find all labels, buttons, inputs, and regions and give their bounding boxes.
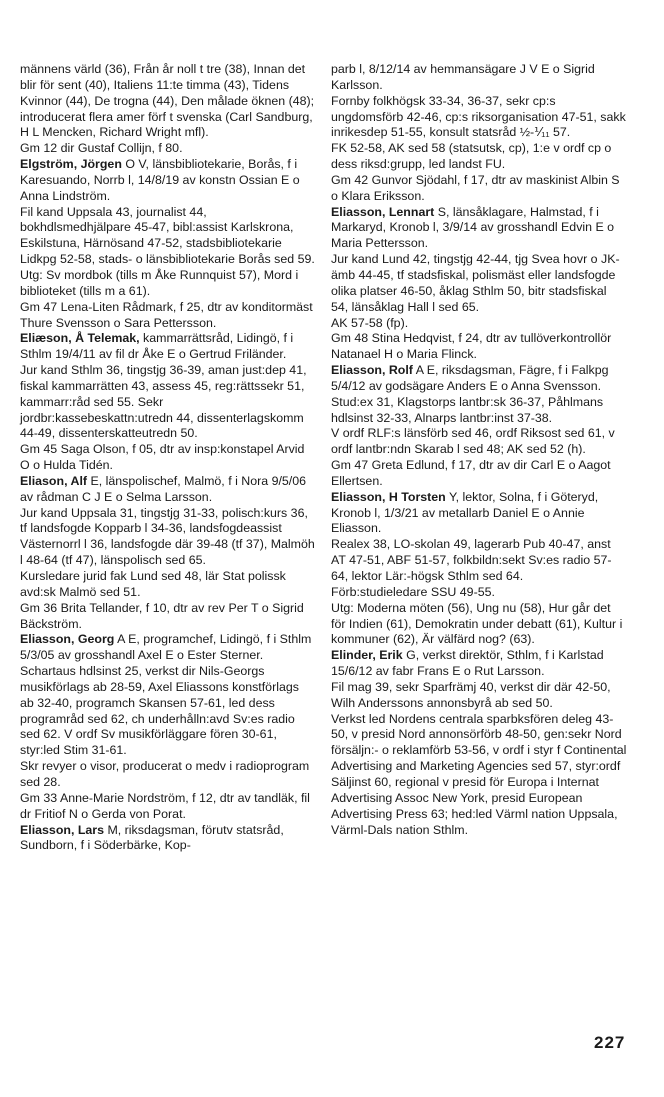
page-number: 227 <box>594 1033 626 1052</box>
entry-text: S, länsåklagare, Halmstad, f i Markaryd, Kronob l, 3/9/14 av grosshandl Edvin E o Maria Pettersson. <box>331 204 615 251</box>
entry-paragraph: Fil kand Uppsala 43, journalist 44, bokhdlsmedhjälpare 45-47, bibl:assist Karlskrona, Eskilstuna, Härnösand 47-52, stadsbibliotekarie Lidkpg 52-58, stads- o länsbibliotekarie Borås sed 59. <box>20 204 315 267</box>
biography-entry <box>20 823 316 855</box>
entry-paragraph <box>20 157 316 205</box>
left-column <box>20 62 316 854</box>
entry-paragraph <box>20 632 316 664</box>
entry-paragraph: Schartaus hdlsinst 25, verkst dir Nils-Georgs musikförlags ab 28-59, Axel Eliassons konstförlags ab 32-40, programch Skansen 57-61, led dess programråd sed 62, ch underhålln:avd Sv:es radio sed 62. V ordf Sv musikförläggare fören 30-61, styr:led Stim 31-61. <box>20 664 299 758</box>
biography-entry <box>331 62 627 205</box>
entry-paragraph: Gm 36 Brita Tellander, f 10, dtr av rev Per T o Sigrid Bäckström. <box>20 600 304 631</box>
entry-paragraph: Kursledare jurid fak Lund sed 48, lär Stat polissk avd:sk Malmö sed 51. <box>20 569 286 599</box>
biography-entry <box>20 632 316 822</box>
entry-paragraph: Gm 47 Greta Edlund, f 17, dtr av dir Carl E o Aagot Ellertsen. <box>331 458 611 488</box>
entry-paragraph: V ordf RLF:s länsförb sed 46, ordf Riksost sed 61, v ordf lantbr:ndn Skarab l sed 48; AK sed 52 (h). <box>331 426 615 457</box>
entry-paragraph: Gm 48 Stina Hedqvist, f 24, dtr av tullöverkontrollör Natanael H o Maria Flinck. <box>331 331 612 362</box>
entry-text: E, länspolischef, Malmö, f i Nora 9/5/06 av rådman C J E o Selma Larsson. <box>20 473 307 504</box>
entry-paragraph <box>20 331 316 363</box>
biography-entry <box>331 363 627 490</box>
entry-headword: Eliasson, Lars <box>20 822 105 837</box>
entry-paragraph: Stud:ex 31, Klagstorps lantbr:sk 36-37, Påhlmans hdlsinst 32-33, Alnarps lantbr:inst 37-38. <box>331 394 604 425</box>
biography-entry <box>20 474 316 632</box>
entry-text: A E, programchef, Lidingö, f i Sthlm 5/3/05 av grosshandl Axel E o Ester Sterner. <box>20 632 312 663</box>
entry-paragraph: Jur kand Sthlm 36, tingstjg 36-39, aman just:dep 41, fiskal kammarrätten 43, assess 45, reg:rättssekr 51, kammarr:råd sed 55. Sekr jordbr:kassebeskattn:utredn 44, dissenterlagskomm 44-49, dissenterskatteutredn 50. <box>20 363 307 441</box>
entry-paragraph <box>331 648 627 680</box>
entry-paragraph: Skr revyer o visor, producerat o medv i radioprogram sed 28. <box>20 759 310 789</box>
entry-paragraph: Jur kand Lund 42, tingstjg 42-44, tjg Svea hovr o JK-ämb 44-45, tf stadsfiskal, polismäst eller landsfogde olika platser 46-50, åklag Sthlm 50, bitr stadsfiskal 54, länsåklag Hall l sed 65. <box>331 252 620 314</box>
entry-headword: Eliasson, H Torsten <box>331 489 446 504</box>
entry-headword: Elgström, Jörgen <box>20 157 122 172</box>
entry-headword: Eliæson, Å Telemak, <box>20 331 140 346</box>
entry-paragraph <box>331 363 627 395</box>
entry-paragraph <box>331 205 627 253</box>
entry-paragraph: FK 52-58, AK sed 58 (statsutsk, cp), 1:e v ordf cp o dess riksd:grupp, led landst FU. <box>331 141 612 172</box>
entry-text: O V, länsbibliotekarie, Borås, f i Karesuando, Norrb l, 14/8/19 av konstn Ossian E o Anna Lindström. <box>20 157 300 203</box>
entry-paragraph: Fornby folkhögsk 33-34, 36-37, sekr cp:s ungdomsförb 42-46, cp:s riksorganisation 47-51, sakk inrikesdep 51-55, konsult statsråd ½-⅟₁₁ 57. <box>331 93 626 140</box>
entry-paragraph: Verkst led Nordens centrala sparbksfören deleg 43-50, v presid Nord annonsörförb 48-50, gen:sekr Nord försäljn:- o reklamförb 53-56, v ordf i styr f Continental Advertising and Marketing Agencies sed 57, styr:ordf Säljinst 60, regional v presid för Europa i Internat Advertising Assoc New York, presid European Advertising Press 63; hed:led Värml nation Uppsala, Värml-Dals nation Sthlm. <box>331 711 627 837</box>
entry-text: G, verkst direktör, Sthlm, f i Karlstad 15/6/12 av fabr Frans E o Rut Larsson. <box>331 648 604 679</box>
entry-headword: Elinder, Erik <box>331 648 403 663</box>
entry-paragraph: Utg: Sv mordbok (tills m Åke Runnquist 57), Mord i biblioteket (tills m a 61). <box>20 267 299 298</box>
entry-paragraph: Gm 47 Lena-Liten Rådmark, f 25, dtr av konditormäst Thure Svensson o Sara Pettersson. <box>20 299 313 330</box>
entry-paragraph: Förb:studieledare SSU 49-55. <box>331 584 495 599</box>
biography-entry <box>20 157 316 331</box>
entry-headword: Eliasson, Georg <box>20 632 115 647</box>
entry-text: kammarrättsråd, Lidingö, f i Sthlm 19/4/11 av fil dr Åke E o Gertrud Friländer. <box>20 331 294 362</box>
entry-paragraph <box>331 490 627 538</box>
biography-entry <box>331 648 627 838</box>
entry-paragraph: Realex 38, LO-skolan 49, lagerarb Pub 40-47, anst AT 47-51, ABF 51-57, folkbildn:sekt Sv:es radio 57-64, lektor Lär:-högsk Sthlm sed 64. <box>331 537 612 583</box>
entry-paragraph: Gm 33 Anne-Marie Nordström, f 12, dtr av tandläk, fil dr Fritiof N o Gerda von Porat. <box>20 790 310 821</box>
entry-headword: Eliasson, Rolf <box>331 363 413 378</box>
entry-paragraph <box>20 823 316 855</box>
biography-entry <box>20 331 316 474</box>
entry-paragraph: männens värld (36), Från år noll t tre (38), Innan det blir för sent (40), Italiens 11:te timma (43), Tidens Kvinnor (44), De trogna (44), Den målade öknen (48); introducerat flera amer förf t svenska (Carl Sandburg, H L Mencken, Richard Wright mfl). <box>20 62 315 140</box>
entry-paragraph: Utg: Moderna möten (56), Ung nu (58), Hur går det för Indien (61), Demokratin under debatt (61), Kultur i kommuner (62), Är välfärd nog? (63). <box>331 600 623 647</box>
entry-text: A E, riksdagsman, Fägre, f i Falkpg 5/4/12 av godsägare Anders E o Anna Svensson. <box>331 363 609 393</box>
entry-paragraph: Gm 12 dir Gustaf Collijn, f 80. <box>20 141 183 156</box>
entry-text: Y, lektor, Solna, f i Göteryd, Kronob l, 1/3/21 av metallarb Daniel E o Annie Eliasson. <box>331 489 599 536</box>
biography-entry <box>20 62 316 157</box>
entry-paragraph <box>20 474 316 506</box>
biography-entry <box>331 205 627 363</box>
entry-paragraph: Gm 45 Saga Olson, f 05, dtr av insp:konstapel Arvid O o Hulda Tidén. <box>20 442 305 473</box>
right-column <box>331 62 627 838</box>
entry-paragraph: Fil mag 39, sekr Sparfrämj 40, verkst dir där 42-50, Wilh Anderssons annonsbyrå ab sed 50. <box>331 679 611 710</box>
entry-text: M, riksdagsman, förutv statsråd, Sundborn, f i Söderbärke, Kop- <box>20 822 284 853</box>
entry-paragraph: parb l, 8/12/14 av hemmansägare J V E o Sigrid Karlsson. <box>331 62 595 92</box>
entry-headword: Eliasson, Lennart <box>331 204 435 219</box>
entry-paragraph: Jur kand Uppsala 31, tingstjg 31-33, polisch:kurs 36, tf landsfogde Kopparb l 34-36, landsfogdeassist Västernorrl l 36, landsfogde där 39-48 (tf 37), Malmöh l 48-64 (tf 47), länspolisch sed 65. <box>20 505 315 568</box>
entry-paragraph: Gm 42 Gunvor Sjödahl, f 17, dtr av maskinist Albin S o Klara Eriksson. <box>331 172 620 203</box>
biography-entry <box>331 490 627 648</box>
entry-paragraph: AK 57-58 (fp). <box>331 315 409 330</box>
entry-headword: Eliason, Alf <box>20 473 88 488</box>
